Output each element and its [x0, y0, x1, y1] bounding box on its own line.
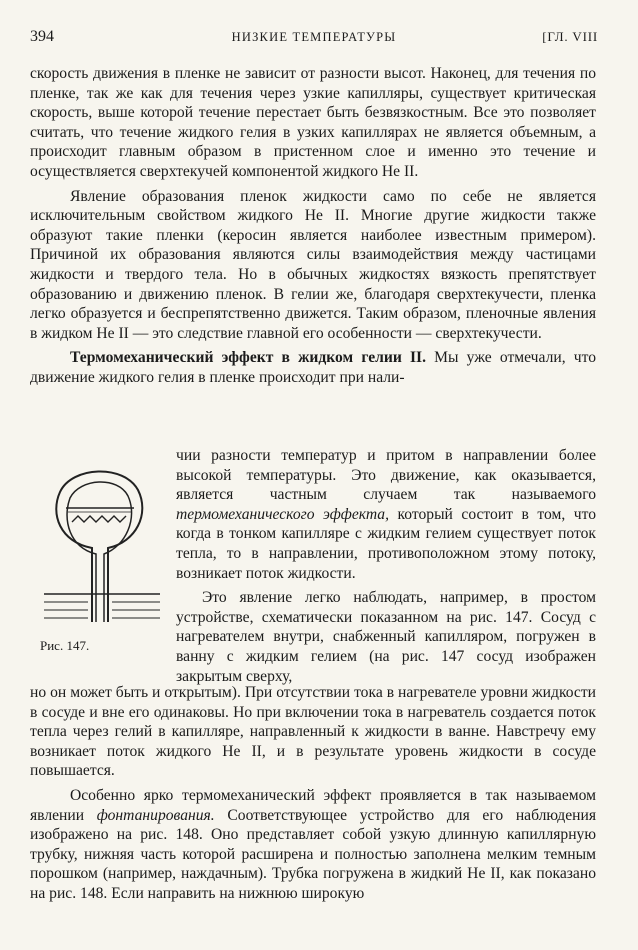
paragraph-3-text-a: Мы уже отмечали, что движение жидкого гелия в пленке происходит при нали- [30, 349, 596, 386]
paragraph-3-text-b: чии разности температур и притом в направлении более высокой температуры. Это движение, как оказывается, является частным случаем так называемого [176, 447, 596, 504]
text-block-top [30, 64, 596, 388]
running-header [30, 28, 598, 50]
capillary-outline [67, 482, 132, 622]
text-block-bottom [30, 683, 596, 904]
vessel-outline [56, 471, 142, 622]
paragraph-4-continued: но он может быть и открытым). При отсутствии тока в нагревателе уровни жидкости в сосуде и вне его одинаковы. Но при включении тока в нагреватель создается поток тепла через гелий в капилляре, направленный к жидкости в ванне. Навстречу ему возникает поток жидкого He II, и в результате уровень жидкости в сосуде повышается. [30, 684, 596, 780]
figure-caption: Рис. 147. [40, 638, 90, 653]
paragraph-5-text-b: Соответствующее устройство для его наблюдения изображено на рис. 148. Оно представляет собой узкую длинную капиллярную трубку, нижняя часть которой расширена и полностью заполнена мелким темным порошком (например, наждачным). Трубка погружена в жидкий He II, как показано на рис. 148. Если направить на нижнюю широкую [30, 806, 597, 902]
chapter-label: [ГЛ. VIII [542, 29, 598, 44]
paragraph-1: скорость движения в пленке не зависит от разности высот. Наконец, для течения по пленке, так же как для течения через узкие капилляры, существует критическая скорость, выше которой течение перестает быть безвязкостным. Все это позволяет считать, что течение жидкого гелия в узких капиллярах не является объемным, а происходит главным образом в пристенном слое и именно это течение и осуществляется сверхтекучей компонентой жидкого He II. [30, 65, 596, 180]
paragraph-3-continued [176, 446, 596, 583]
paragraph-3-text-c: который состоит в том, что когда в тонком капилляре с жидким гелием существует поток тепла, то в направлении, противоположном этому потоку, возникает поток жидкости. [176, 505, 596, 582]
running-title: НИЗКИЕ ТЕМПЕРАТУРЫ [231, 30, 397, 44]
section-heading: Термомеханический эффект в жидком гелии II. [70, 349, 427, 367]
text-block-wrapped [176, 446, 596, 686]
term-thermomechanical-effect: термомеханического эффекта, [176, 505, 389, 523]
heater-coil [72, 516, 126, 522]
page-number: 394 [30, 28, 54, 45]
paragraph-2: Явление образования пленок жидкости само по себе не является исключительным свойством жидкого He II. Многие другие жидкости также образуют такие пленки (керосин является наиболее известным примером). Причиной их образования являются силы взаимодействия между частицами жидкости и твердого тела. Но в обычных жидкостях вязкость препятствует образованию и движению пленок. В гелии же, благодаря сверхтекучести, пленка легко образуется и беспрепятственно движется. Таким образом, пленочные явления в жидком He II — это следствие главной его особенности — сверхтекучести. [30, 187, 596, 342]
paragraph-3-start [30, 348, 596, 387]
paragraph-5-text-a: Особенно ярко термомеханический эффект проявляется в так называемом явлении [30, 786, 596, 824]
figure-147-drawing [30, 454, 170, 634]
paragraph-4-start: Это явление легко наблюдать, например, в простом устройстве, схематически показанном на рис. 147. Сосуд с нагревателем внутри, снабженный капилляром, погружен в ванну с жидким гелием (на рис. 147 сосуд изображен закрытым сверху, [176, 589, 596, 685]
paragraph-5 [30, 786, 596, 904]
figure-147 [30, 454, 170, 664]
term-fountaining: фонтанирования. [96, 806, 215, 824]
